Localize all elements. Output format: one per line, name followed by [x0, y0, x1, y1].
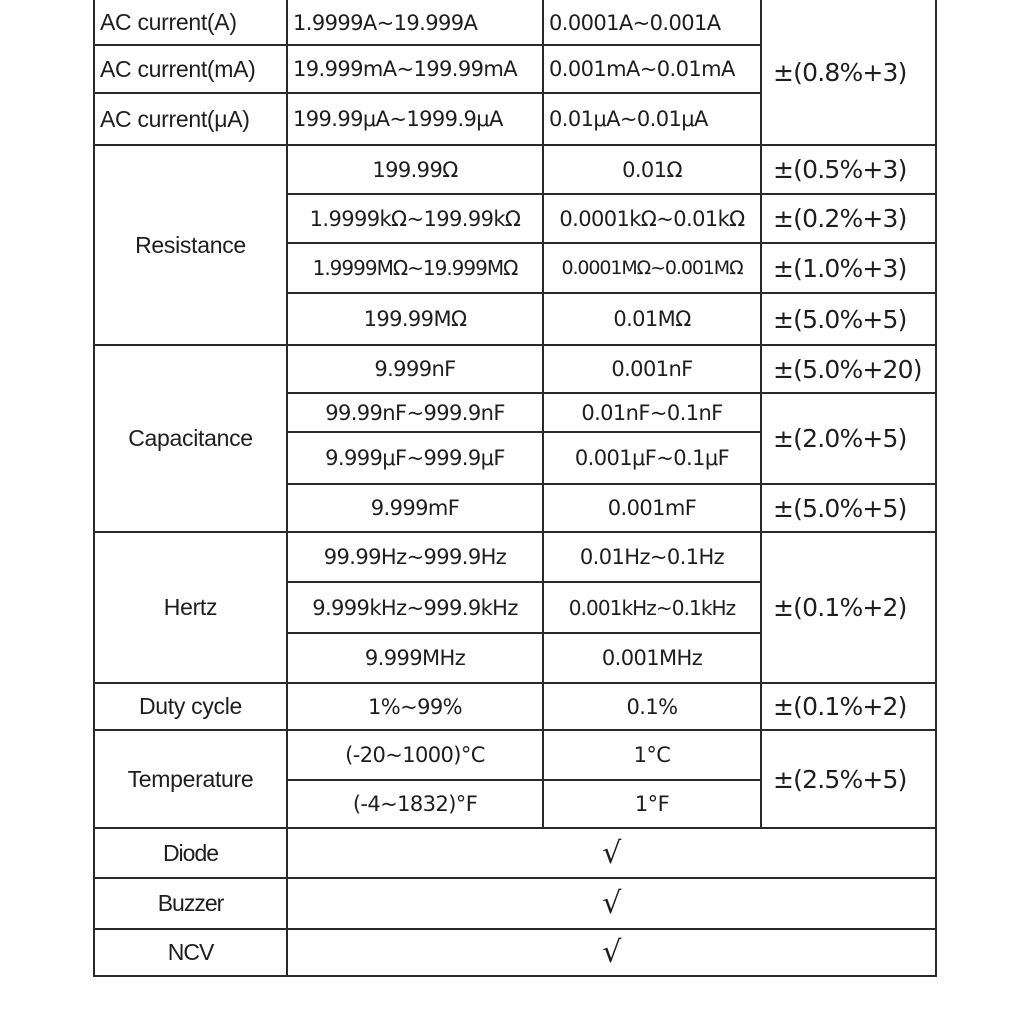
- resolution-cell: 0.0001kΩ~0.01kΩ: [559, 206, 745, 231]
- grid-line: [94, 729, 937, 731]
- check-icon: √: [602, 835, 621, 871]
- range-cell: 99.99Hz~999.9Hz: [323, 545, 507, 569]
- resolution-cell: 0.0001A~0.001A: [549, 10, 721, 35]
- resolution-cell: 0.01Ω: [622, 157, 682, 182]
- accuracy-cell: ±(0.2%+3): [773, 204, 907, 233]
- range-cell: 1%~99%: [368, 694, 462, 719]
- range-cell: (-4~1832)°F: [352, 792, 478, 816]
- grid-line: [287, 431, 761, 433]
- accuracy-cell: ±(0.1%+2): [773, 593, 907, 622]
- resolution-cell: 1°C: [633, 743, 671, 767]
- grid-line: [286, 0, 288, 977]
- function-duty-cycle: Duty cycle: [138, 693, 243, 719]
- resolution-cell: 1°F: [634, 792, 670, 816]
- resolution-cell: 0.001kHz~0.1kHz: [568, 595, 736, 620]
- function-diode: Diode: [162, 839, 219, 866]
- resolution-cell: 0.001nF: [611, 357, 693, 381]
- range-cell: 9.999μF~999.9μF: [325, 446, 505, 470]
- grid-line: [94, 928, 937, 930]
- resolution-cell: 0.0001MΩ~0.001MΩ: [561, 257, 743, 279]
- range-cell: (-20~1000)°C: [345, 743, 485, 767]
- range-cell: 199.99Ω: [372, 157, 458, 182]
- grid-line: [94, 92, 761, 94]
- range-cell: 1.9999kΩ~199.99kΩ: [309, 206, 521, 231]
- accuracy-cell: ±(5.0%+5): [773, 493, 907, 523]
- range-cell: 1.9999MΩ~19.999MΩ: [312, 256, 518, 280]
- range-cell: 9.999kHz~999.9kHz: [312, 595, 518, 620]
- resolution-cell: 0.01μA~0.01μA: [549, 107, 708, 131]
- grid-line: [287, 581, 761, 583]
- function-resistance: Resistance: [135, 231, 246, 258]
- grid-line: [287, 779, 761, 781]
- function-hertz: Hertz: [163, 594, 218, 620]
- accuracy-cell: ±(2.0%+5): [773, 424, 907, 453]
- range-cell: 99.99nF~999.9nF: [325, 400, 505, 425]
- accuracy-cell: ±(1.0%+3): [773, 253, 907, 283]
- grid-line: [94, 877, 937, 879]
- range-cell: 1.9999A~19.999A: [293, 10, 478, 35]
- function-ac-current-ma: AC current(mA): [100, 55, 256, 82]
- grid-line: [94, 44, 761, 46]
- grid-line: [287, 292, 937, 294]
- grid-line: [935, 0, 937, 977]
- grid-line: [287, 193, 937, 195]
- accuracy-ac-current: ±(0.8%+3): [773, 58, 907, 87]
- grid-line: [287, 392, 937, 394]
- resolution-cell: 0.01nF~0.1nF: [581, 400, 723, 425]
- check-icon: √: [602, 886, 621, 921]
- resolution-cell: 0.001MHz: [601, 646, 703, 670]
- grid-line: [760, 0, 762, 829]
- accuracy-cell: ±(0.1%+2): [773, 692, 907, 721]
- resolution-cell: 0.1%: [626, 694, 678, 719]
- accuracy-cell: ±(5.0%+5): [773, 304, 907, 334]
- resolution-cell: 0.001mF: [607, 496, 697, 520]
- accuracy-cell: ±(0.5%+3): [773, 155, 907, 184]
- grid-line: [94, 344, 937, 346]
- accuracy-cell: ±(5.0%+20): [773, 354, 922, 384]
- grid-line: [287, 242, 937, 244]
- grid-line: [94, 531, 937, 533]
- range-cell: 199.99MΩ: [363, 307, 467, 331]
- function-temperature: Temperature: [127, 765, 254, 792]
- grid-line: [542, 0, 544, 829]
- resolution-cell: 0.001μF~0.1μF: [574, 446, 730, 470]
- function-capacitance: Capacitance: [128, 425, 253, 451]
- grid-line: [287, 632, 761, 634]
- grid-line: [287, 483, 937, 485]
- function-ac-current-ua: AC current(μA): [100, 105, 250, 132]
- grid-line: [94, 144, 937, 146]
- range-cell: 9.999nF: [374, 357, 456, 381]
- range-cell: 19.999mA~199.99mA: [293, 57, 517, 81]
- function-buzzer: Buzzer: [157, 890, 224, 916]
- resolution-cell: 0.01Hz~0.1Hz: [579, 545, 725, 569]
- grid-line: [93, 0, 95, 977]
- range-cell: 9.999mF: [370, 496, 460, 520]
- resolution-cell: 0.01MΩ: [613, 307, 691, 331]
- function-ac-current-a: AC current(A): [100, 9, 237, 35]
- resolution-cell: 0.001mA~0.01mA: [549, 57, 735, 81]
- range-cell: 9.999MHz: [364, 646, 466, 670]
- function-ncv: NCV: [167, 939, 214, 965]
- grid-line: [94, 682, 937, 684]
- check-icon: √: [602, 935, 621, 970]
- accuracy-cell: ±(2.5%+5): [773, 764, 907, 794]
- range-cell: 199.99μA~1999.9μA: [293, 107, 503, 131]
- grid-line: [94, 827, 937, 829]
- grid-line: [94, 975, 937, 977]
